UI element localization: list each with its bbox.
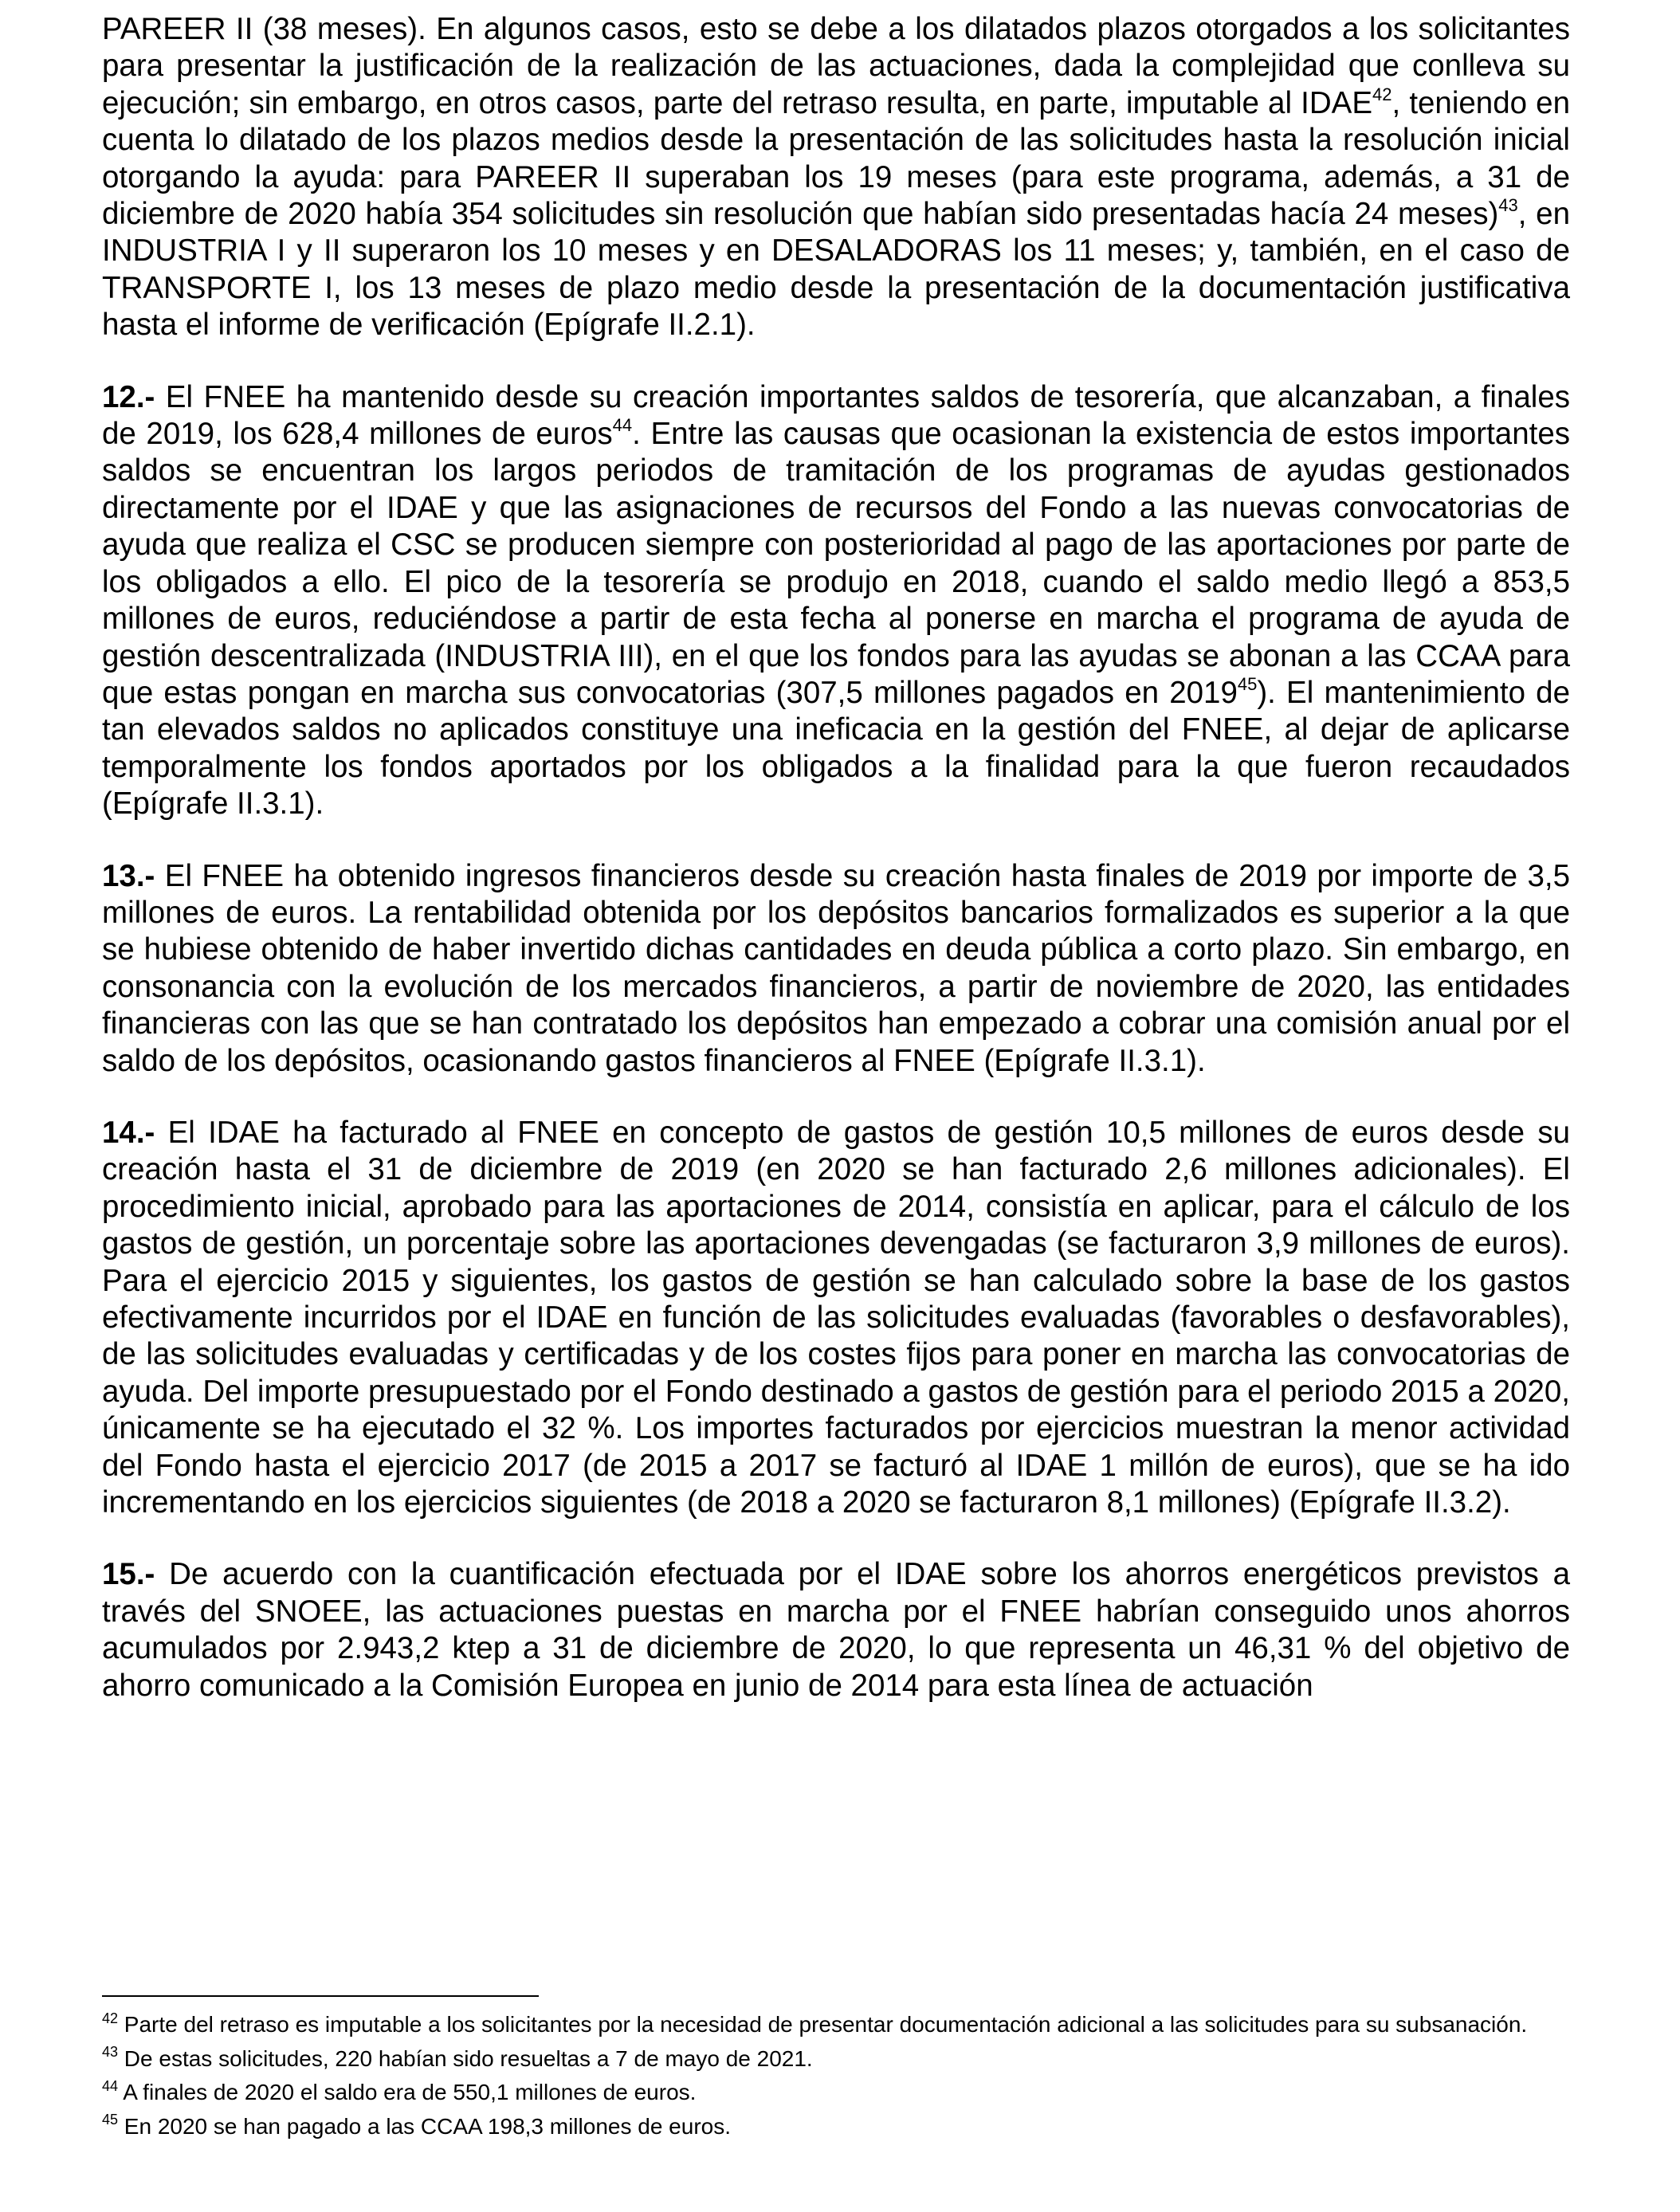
paragraph-number: 14.- xyxy=(102,1115,155,1150)
footnote-ref-45[interactable]: 45 xyxy=(1237,674,1258,695)
footnote-44 xyxy=(102,2079,1570,2106)
footnote-ref-43[interactable]: 43 xyxy=(1498,195,1518,216)
footnote-ref-42[interactable]: 42 xyxy=(1372,84,1392,104)
footnote-text: Parte del retraso es imputable a los solicitantes por la necesidad de presentar documentación adicional a las solicitudes para su subsanación. xyxy=(118,2012,1528,2037)
paragraph-number: 12.- xyxy=(102,379,155,414)
paragraph-14 xyxy=(102,1115,1570,1521)
document-body xyxy=(102,11,1570,1739)
paragraph-text: El FNEE ha obtenido ingresos financieros desde su creación hasta finales de 2019 por importe de 3,5 millones de euros. La rentabilidad obtenida por los depósitos bancarios formalizados es superior a la que se hubiese obtenido de haber invertido dichas cantidades en deuda pública a corto plazo. Sin embargo, en consonancia con la evolución de los mercados financieros, a partir de noviembre de 2020, las entidades financieras con las que se han contratado los depósitos han empezado a cobrar una comisión anual por el saldo de los depósitos, ocasionando gastos financieros al FNEE (Epígrafe II.3.1). xyxy=(102,858,1570,1078)
paragraph-13 xyxy=(102,858,1570,1080)
paragraph-text: , en INDUSTRIA I y II superaron los 10 meses y en DESALADORAS los 11 meses; y, también, en el caso de TRANSPORTE I, los 13 meses de plazo medio desde la presentación de la documentación justificativa hasta el informe de verificación (Epígrafe II.2.1). xyxy=(102,197,1570,343)
footnote-marker: 43 xyxy=(102,2044,119,2061)
paragraph-text: PAREER II (38 meses). En algunos casos, esto se debe a los dilatados plazos otorgados a los solicitantes para presentar la justificación de la realización de las actuaciones, dada la complejidad que conlleva su ejecución; sin embargo, en otros casos, parte del retraso resulta, en parte, imputable al IDAE xyxy=(102,12,1570,120)
paragraph-text: , teniendo en cuenta lo dilatado de los plazos medios desde la presentación de las solicitudes hasta la resolución inicial otorgando la ayuda: para PAREER II superaban los 19 meses (para este programa, además, a 31 de diciembre de 2020 había 354 solicitudes sin resolución que habían sido presentadas hacía 24 meses) xyxy=(102,85,1570,232)
paragraph-text: De acuerdo con la cuantificación efectuada por el IDAE sobre los ahorros energéticos previstos a través del SNOEE, las actuaciones puestas en marcha por el FNEE habrían conseguido unos ahorros acumulados por 2.943,2 ktep a 31 de diciembre de 2020, lo que representa un 46,31 % del objetivo de ahorro comunicado a la Comisión Europea en junio de 2014 para esta línea de actuación xyxy=(102,1557,1570,1703)
paragraph-text: ). El mantenimiento de tan elevados saldos no aplicados constituye una ineficacia en la gestión del FNEE, al dejar de aplicarse temporalmente los fondos aportados por los obligados a la finalidad para la que fueron recaudados (Epígrafe II.3.1). xyxy=(102,675,1570,822)
paragraph-number: 13.- xyxy=(102,858,155,893)
footnote-marker: 45 xyxy=(102,2112,119,2128)
paragraph-continuation xyxy=(102,11,1570,344)
paragraph-text: . Entre las causas que ocasionan la existencia de estos importantes saldos se encuentran los largos periodos de tramitación de los programas de ayudas gestionados directamente por el IDAE y que las asignaciones de recursos del Fondo a las nuevas convocatorias de ayuda que realiza el CSC se producen siempre con posterioridad al pago de las aportaciones por parte de los obligados a ello. El pico de la tesorería se produjo en 2018, cuando el saldo medio llegó a 853,5 millones de euros, reduciéndose a partir de esta fecha al ponerse en marcha el programa de ayuda de gestión descentralizada (INDUSTRIA III), en el que los fondos para las ayudas se abonan a las CCAA para que estas pongan en marcha sus convocatorias (307,5 millones pagados en 2019 xyxy=(102,417,1570,710)
footnote-text: A finales de 2020 el saldo era de 550,1 millones de euros. xyxy=(118,2080,697,2104)
paragraph-number: 15.- xyxy=(102,1557,155,1592)
footnote-43 xyxy=(102,2045,1570,2073)
footnote-separator xyxy=(102,1995,539,1997)
footnotes-section xyxy=(102,2011,1570,2147)
footnote-text: En 2020 se han pagado a las CCAA 198,3 millones de euros. xyxy=(118,2113,731,2139)
footnote-marker: 44 xyxy=(102,2077,119,2094)
footnote-45 xyxy=(102,2113,1570,2140)
footnote-marker: 42 xyxy=(102,2010,119,2026)
paragraph-12 xyxy=(102,379,1570,823)
paragraph-text: El IDAE ha facturado al FNEE en concepto de gastos de gestión 10,5 millones de euros desde su creación hasta el 31 de diciembre de 2019 (en 2020 se han facturado 2,6 millones adicionales). El procedimiento inicial, aprobado para las aportaciones de 2014, consistía en aplicar, para el cálculo de los gastos de gestión, un porcentaje sobre las aportaciones devengadas (se facturaron 3,9 millones de euros). Para el ejercicio 2015 y siguientes, los gastos de gestión se han calculado sobre la base de los gastos efectivamente incurridos por el IDAE en función de las solicitudes evaluadas (favorables o desfavorables), de las solicitudes evaluadas y certificadas y de los costes fijos para poner en marcha las convocatorias de ayuda. Del importe presupuestado por el Fondo destinado a gastos de gestión para el periodo 2015 a 2020, únicamente se ha ejecutado el 32 %. Los importes facturados por ejercicios muestran la menor actividad del Fondo hasta el ejercicio 2017 (de 2015 a 2017 se facturó al IDAE 1 millón de euros), que se ha ido incrementando en los ejercicios siguientes (de 2018 a 2020 se facturaron 8,1 millones) (Epígrafe II.3.2). xyxy=(102,1115,1570,1520)
footnote-ref-44[interactable]: 44 xyxy=(612,415,633,436)
footnote-42 xyxy=(102,2011,1570,2038)
paragraph-15 xyxy=(102,1556,1570,1704)
paragraph-text: El FNEE ha mantenido desde su creación importantes saldos de tesorería, que alcanzaban, a finales de 2019, los 628,4 millones de euros xyxy=(102,379,1570,452)
footnote-text: De estas solicitudes, 220 habían sido resueltas a 7 de mayo de 2021. xyxy=(118,2045,813,2071)
